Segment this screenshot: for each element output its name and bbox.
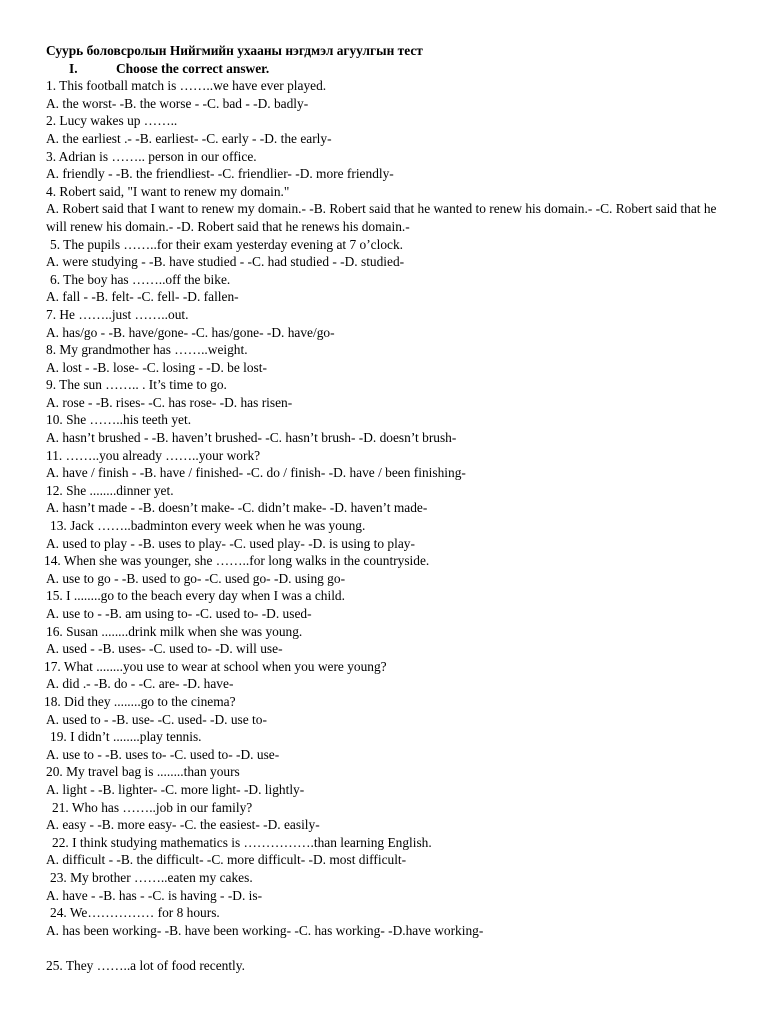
answer-options: A. used to play - -B. uses to play- -C. used play- -D. is using to play- <box>46 535 415 551</box>
question-text: 8. My grandmother has ……..weight. <box>46 342 248 358</box>
answer-options: A. use to - -B. am using to- -C. used to- -D. used- <box>46 606 312 621</box>
question-text: 19. I didn’t ........play tennis. <box>50 729 202 745</box>
section-number: I. <box>69 60 78 76</box>
question-text: 10. She ……..his teeth yet. <box>46 412 192 428</box>
question-text: 9. The sun …….. . It’s time to go. <box>46 377 227 393</box>
question-text: 12. She ........dinner yet. <box>46 482 174 498</box>
answer-options: A. use to - -B. uses to- -C. used to- -D. use- <box>46 746 280 762</box>
answer-options: A. the earliest .- -B. earliest- -C. early - -D. the early- <box>46 130 332 146</box>
answer-options: A. used - -B. uses- -C. used to- -D. will use- <box>46 641 283 657</box>
question-text: 20. My travel bag is ........than yours <box>46 764 240 780</box>
answer-options: A. difficult - -B. the difficult- -C. more difficult- -D. most difficult- <box>46 852 407 868</box>
answer-options: A. have / finish - -B. have / finished- -C. do / finish- -D. have / been finishing- <box>46 465 466 481</box>
question-text: 22. I think studying mathematics is …………….than learning English. <box>52 834 432 850</box>
answer-options: A. fall - -B. felt- -C. fell- -D. fallen- <box>46 289 239 305</box>
answer-options: A. easy - -B. more easy- -C. the easiest- -D. easily- <box>46 817 320 833</box>
question-text: 1. This football match is ……..we have ever played. <box>46 78 327 94</box>
question-text: 25. They ……..a lot of food recently. <box>46 957 245 973</box>
question-text: 4. Robert said, "I want to renew my domain." <box>46 183 290 199</box>
question-text: 2. Lucy wakes up …….. <box>46 113 178 129</box>
question-text: 11. ……..you already ……..your work? <box>46 447 261 463</box>
question-text: 7. He ……..just ……..out. <box>46 306 189 322</box>
question-text: 24. We…………… for 8 hours. <box>50 905 220 921</box>
question-text: 16. Susan ........drink milk when she was young. <box>46 623 303 639</box>
answer-options: A. hasn’t brushed - -B. haven’t brushed- -C. hasn’t brush- -D. doesn’t brush- <box>46 430 457 446</box>
answer-options: A. rose - -B. rises- -C. has rose- -D. has risen- <box>46 394 293 410</box>
answer-options: A. the worst- -B. the worse - -C. bad - -D. badly- <box>46 95 309 111</box>
section-instruction: Choose the correct answer. <box>116 60 270 76</box>
blank-line <box>46 939 736 957</box>
answer-options: A. friendly - -B. the friendliest- -C. friendlier- -D. more friendly- <box>46 166 394 182</box>
question-text: 5. The pupils ……..for their exam yesterday evening at 7 o’clock. <box>50 236 404 252</box>
document-content <box>46 42 736 974</box>
question-text: 3. Adrian is …….. person in our office. <box>46 148 257 164</box>
question-text: 13. Jack ……..badminton every week when he was young. <box>50 518 366 534</box>
question-text: 6. The boy has ……..off the bike. <box>50 271 231 287</box>
answer-options: A. use to go - -B. used to go- -C. used go- -D. using go- <box>46 570 346 586</box>
answer-options: A. light - -B. lighter- -C. more light- -D. lightly- <box>46 781 305 797</box>
answer-options: A. Robert said that I want to renew my domain.- -B. Robert said that he wanted to renew his domain.- -C. Robert said that he will renew his domain.- -D. Robert said that he renews his domain.- <box>46 201 717 234</box>
question-text: 15. I ........go to the beach every day when I was a child. <box>46 588 345 604</box>
document-title: Суурь боловсролын Нийгмийн ухааны нэгдмэл агуулгын тест <box>46 43 423 58</box>
answer-options: A. have - -B. has - -C. is having - -D. is- <box>46 887 263 903</box>
answer-options: A. were studying - -B. have studied - -C. had studied - -D. studied- <box>46 254 405 270</box>
answer-options: A. did .- -B. do - -C. are- -D. have- <box>46 676 234 692</box>
question-text: 23. My brother ……..eaten my cakes. <box>50 869 253 885</box>
answer-options: A. lost - -B. lose- -C. losing - -D. be lost- <box>46 359 267 375</box>
answer-options: A. hasn’t made - -B. doesn’t make- -C. didn’t make- -D. haven’t made- <box>46 500 428 516</box>
answer-options: A. used to - -B. use- -C. used- -D. use to- <box>46 711 267 727</box>
question-text: 18. Did they ........go to the cinema? <box>44 693 236 709</box>
question-text: 21. Who has ……..job in our family? <box>52 799 253 815</box>
question-text: 14. When she was younger, she ……..for long walks in the countryside. <box>44 553 430 569</box>
question-list <box>46 77 736 974</box>
question-text: 17. What ........you use to wear at school when you were young? <box>44 658 387 674</box>
answer-options: A. has been working- -B. have been working- -C. has working- -D.have working- <box>46 922 484 938</box>
answer-options: A. has/go - -B. have/gone- -C. has/gone- -D. have/go- <box>46 324 335 340</box>
section-heading <box>46 60 736 78</box>
